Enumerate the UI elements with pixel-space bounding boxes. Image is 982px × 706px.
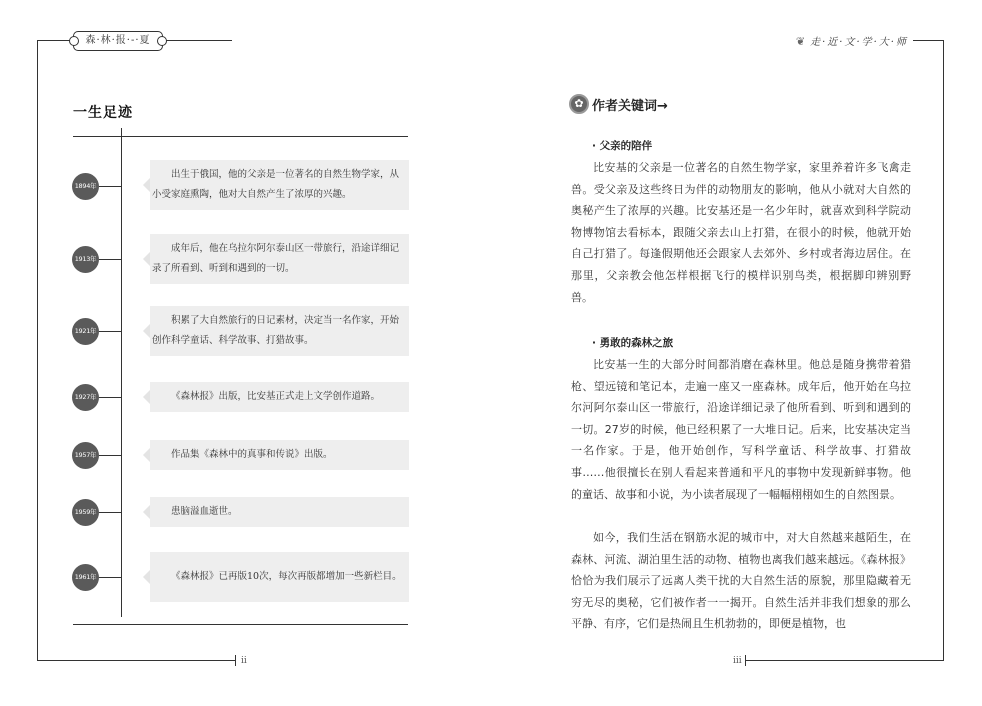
event-text: 积累了大自然旅行的日记素材，决定当一名作家，开始创作科学童话、科学故事、打猎故事。 [152,315,400,346]
running-header-right [796,33,908,48]
year-badge: 1913年 [72,246,99,273]
running-header-right-text: 走·近·文·学·大·师 [810,37,908,48]
event-text: 患脑溢血逝世。 [171,506,238,517]
event-text: 成年后，他在乌拉尔阿尔泰山区一带旅行，沿途详细记录了所看到、听到和遇到的一切。 [152,243,400,274]
year-connector [99,259,121,260]
event-text: 《森林报》已再版10次，每次再版都增加一些新栏目。 [171,571,402,582]
bottom-rule-left [37,660,235,661]
year-connector [99,331,121,332]
paragraph: 比安基的父亲是一位著名的自然生物学家，家里养着许多飞禽走兽。受父亲及这些终日为伴的动物朋友的影响，他从小就对大自然的奥秘产生了浓厚的兴趣。比安基还是一名少年时，就喜欢到科学院动物博物馆去看标本，跟随父亲去山上打猎，在很小的时候，他就开始自己打猎了。每逢假期他还会跟家人去郊外、乡村或者海边居住。在那里，父亲教会他怎样根据飞行的模样识别鸟类，根据脚印辨别野兽。 [571,161,911,304]
paragraph: 如今，我们生活在钢筋水泥的城市中，对大自然越来越陌生，在森林、河流、湖泊里生活的动物、植物也离我们越来越远。《森林报》恰恰为我们展示了远离人类干扰的大自然生活的原貌，那里隐藏着无穷无尽的奥秘，它们被作者一一揭开。自然生活并非我们想象的那么平静、有序，它们是热闹且生机勃勃的，即便是植物，也 [571,531,911,631]
event-text-box [150,382,409,412]
page-number-left: ii [241,656,247,666]
year-connector [99,455,121,456]
event-text-box [150,552,409,602]
timeline-top-rule [73,136,408,137]
left-margin-line [37,40,38,661]
timeline-axis [121,128,122,617]
section-title-forest-journey: · 勇敢的森林之旅 [592,337,674,349]
year-connector [99,512,121,513]
timeline-title: 一生足迹 [73,105,133,121]
top-rule-right [913,40,943,41]
year-connector [99,397,121,398]
year-badge: 1959年 [72,499,99,526]
keywords-heading [569,94,668,114]
bottom-tick-right [745,655,746,666]
year-connector [99,186,121,187]
year-badge: 1961年 [72,564,99,591]
timeline-bottom-rule [73,624,408,625]
paragraph: 比安基一生的大部分时间都消磨在森林里。他总是随身携带着猎枪、望远镜和笔记本，走遍一座又一座森林。成年后，他开始在乌拉尔河阿尔泰山区一带旅行，沿途详细记录了他所看到、听到和遇到的一切。27岁的时候，他已经积累了一大堆日记。后来，比安基决定当一名作家。于是，他开始创作，写科学童话、科学故事、打猎故事……他很擅长在别人看起来普通和平凡的事物中发现新鲜事物。他的童话、故事和小说，为小读者展现了一幅幅栩栩如生的自然图景。 [571,358,911,501]
event-text-box [150,497,409,527]
bottom-rule-right [745,660,943,661]
year-connector [99,577,121,578]
keywords-heading-text: 作者关键词→ [592,98,668,114]
page-number-right: iii [733,656,742,666]
top-rule-left [37,40,73,41]
running-header-left: 森·林·报·-·夏 [73,31,163,51]
section-title-father: · 父亲的陪伴 [592,140,653,152]
event-text-box [150,306,409,356]
right-margin-line [943,40,944,661]
year-badge: 1957年 [72,442,99,469]
event-text: 出生于俄国，他的父亲是一位著名的自然生物学家，从小受家庭熏陶，他对大自然产生了浓厚的兴趣。 [152,169,400,200]
year-badge: 1927年 [72,384,99,411]
event-text-box [150,160,409,210]
event-text-box [150,234,409,284]
top-rule-left-2 [162,40,232,41]
event-text-box [150,440,409,470]
year-badge: 1921年 [72,318,99,345]
bottom-tick-left [235,655,236,666]
leaf-icon: ❦ [795,35,808,48]
event-text: 作品集《森林中的真事和传说》出版。 [171,449,333,460]
year-badge: 1894年 [72,173,99,200]
author-badge-icon: ✿ [569,94,589,114]
event-text: 《森林报》出版，比安基正式走上文学创作道路。 [171,391,381,402]
